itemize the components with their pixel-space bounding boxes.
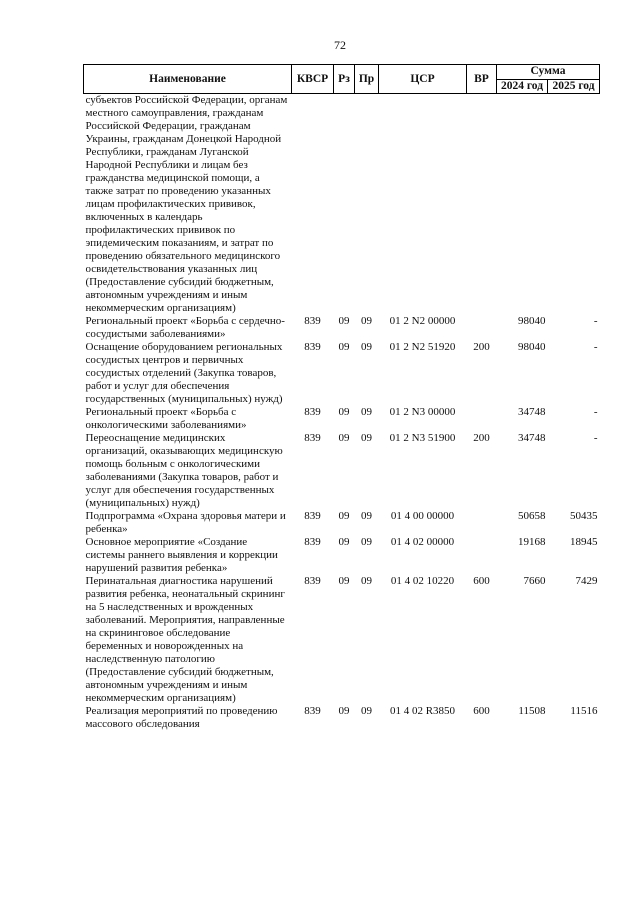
cell-sum-2024: 98040 xyxy=(518,341,546,353)
cell-csr: 01 2 N2 51920 xyxy=(389,341,456,353)
cell-pr: 09 xyxy=(361,315,372,327)
cell-rz: 09 xyxy=(338,341,350,353)
cell-pr: 09 xyxy=(361,341,372,353)
cell-vr xyxy=(467,510,497,536)
cell-sum-2024: 98040 xyxy=(518,315,546,327)
cell-kvsr: 839 xyxy=(304,705,321,717)
table-row xyxy=(84,575,600,705)
cell-csr xyxy=(379,94,467,316)
cell-sum-2025 xyxy=(548,94,600,316)
cell-rz: 09 xyxy=(338,575,350,587)
table-row xyxy=(84,341,600,406)
cell-csr: 01 4 02 10220 xyxy=(390,575,455,587)
cell-sum-2024: 34748 xyxy=(518,406,546,418)
header-csr: ЦСР xyxy=(379,65,467,94)
cell-pr: 09 xyxy=(361,510,372,522)
cell-csr: 01 4 02 00000 xyxy=(390,536,455,548)
cell-sum-2024: 11508 xyxy=(518,705,546,717)
table-row xyxy=(84,315,600,341)
cell-vr: 200 xyxy=(473,341,490,353)
cell-pr: 09 xyxy=(361,536,372,548)
cell-csr: 01 4 02 R3850 xyxy=(389,705,456,717)
table-row xyxy=(84,94,600,316)
cell-csr: 01 2 N3 00000 xyxy=(389,406,456,418)
cell-vr xyxy=(467,536,497,575)
cell-kvsr: 839 xyxy=(304,575,321,587)
cell-pr: 09 xyxy=(361,432,372,444)
cell-sum-2025: 50435 xyxy=(570,510,598,522)
cell-sum-2025: - xyxy=(593,315,598,327)
cell-name: Переоснащение медицинских организаций, оказывающих медицинскую помощь больным с онкологическими заболеваниями (Закупка товаров, работ и услуг для обеспечения государственных (муниципальных) нужд) xyxy=(85,432,283,509)
header-rz: Рз xyxy=(334,65,355,94)
cell-sum-2024: 7660 xyxy=(523,575,546,587)
header-name: Наименование xyxy=(84,65,292,94)
cell-name: Перинатальная диагностика нарушений развития ребенка, неонатальный скрининг на 5 наследственных и врожденных заболеваний. Мероприятия, направленные на скрининговое обследование беременных и новорожденных на наследственную патологию (Предоставление субсидий бюджетным, автономным учреждениям и иным некоммерческим организациям) xyxy=(85,575,285,704)
cell-vr: 600 xyxy=(473,705,490,717)
cell-rz: 09 xyxy=(338,315,350,327)
cell-sum-2025: 11516 xyxy=(570,705,598,717)
page-number: 72 xyxy=(334,38,346,52)
cell-vr: 600 xyxy=(473,575,490,587)
cell-kvsr: 839 xyxy=(304,510,321,522)
cell-pr: 09 xyxy=(361,406,372,418)
header-year-2024: 2024 год xyxy=(497,79,548,94)
cell-vr xyxy=(467,315,497,341)
cell-sum-2025: - xyxy=(593,341,598,353)
cell-sum-2024: 50658 xyxy=(518,510,546,522)
cell-rz: 09 xyxy=(338,406,350,418)
cell-name: Оснащение оборудованием региональных сосудистых центров и первичных сосудистых отделений (Закупка товаров, работ и услуг для обеспечения государственных (муниципальных) нужд) xyxy=(85,341,283,405)
cell-csr: 01 4 00 00000 xyxy=(390,510,455,522)
table-row xyxy=(84,406,600,432)
cell-name: Региональный проект «Борьба с сердечно-сосудистыми заболеваниями» xyxy=(85,315,285,340)
cell-vr: 200 xyxy=(473,432,490,444)
table-row xyxy=(84,705,600,731)
cell-name: Реализация мероприятий по проведению массового обследования xyxy=(85,705,278,730)
cell-sum-2025: 7429 xyxy=(575,575,598,587)
header-pr: Пр xyxy=(355,65,379,94)
cell-kvsr: 839 xyxy=(304,406,321,418)
cell-kvsr xyxy=(292,94,334,316)
cell-pr: 09 xyxy=(361,575,372,587)
header-year-2025: 2025 год xyxy=(548,79,600,94)
budget-table xyxy=(83,64,600,731)
cell-rz: 09 xyxy=(338,510,350,522)
table-header xyxy=(84,65,600,94)
cell-sum-2024: 34748 xyxy=(518,432,546,444)
cell-vr xyxy=(467,94,497,316)
cell-name: субъектов Российской Федерации, органам местного самоуправления, гражданам Российской Федерации, гражданам Украины, гражданам Донецкой Народной Республики, гражданам Луганской Народной Республики и лицам без гражданства медицинской помощи, а также затрат по проведению указанных лицам профилактических прививок, включенных в календарь профилактических прививок по эпидемическим показаниям, и затрат по проведению обязательного медицинского освидетельствования указанных лиц (Предоставление субсидий бюджетным, автономным учреждениям и иным некоммерческим организациям) xyxy=(85,94,288,314)
cell-sum-2025: - xyxy=(593,406,598,418)
cell-kvsr: 839 xyxy=(304,315,321,327)
cell-name: Региональный проект «Борьба с онкологическими заболеваниями» xyxy=(85,406,247,431)
table-row xyxy=(84,510,600,536)
cell-vr xyxy=(467,406,497,432)
cell-name: Подпрограмма «Охрана здоровья матери и ребенка» xyxy=(85,510,286,535)
cell-rz: 09 xyxy=(338,705,350,717)
cell-kvsr: 839 xyxy=(304,341,321,353)
cell-csr: 01 2 N3 51900 xyxy=(389,432,456,444)
header-kvsr: КВСР xyxy=(292,65,334,94)
cell-pr xyxy=(355,94,379,316)
cell-rz: 09 xyxy=(338,432,350,444)
header-vr: ВР xyxy=(467,65,497,94)
table-body xyxy=(84,94,600,732)
header-sum: Сумма xyxy=(497,65,600,80)
cell-rz xyxy=(334,94,355,316)
cell-name: Основное мероприятие «Создание системы раннего выявления и коррекции нарушений развития ребенка» xyxy=(85,536,278,574)
cell-kvsr: 839 xyxy=(304,536,321,548)
cell-pr: 09 xyxy=(361,705,372,717)
cell-sum-2024: 19168 xyxy=(518,536,546,548)
cell-csr: 01 2 N2 00000 xyxy=(389,315,456,327)
cell-rz: 09 xyxy=(338,536,350,548)
cell-sum-2025: - xyxy=(593,432,598,444)
table-row xyxy=(84,432,600,510)
table-row xyxy=(84,536,600,575)
cell-sum-2025: 18945 xyxy=(570,536,598,548)
cell-sum-2024 xyxy=(497,94,548,316)
cell-kvsr: 839 xyxy=(304,432,321,444)
